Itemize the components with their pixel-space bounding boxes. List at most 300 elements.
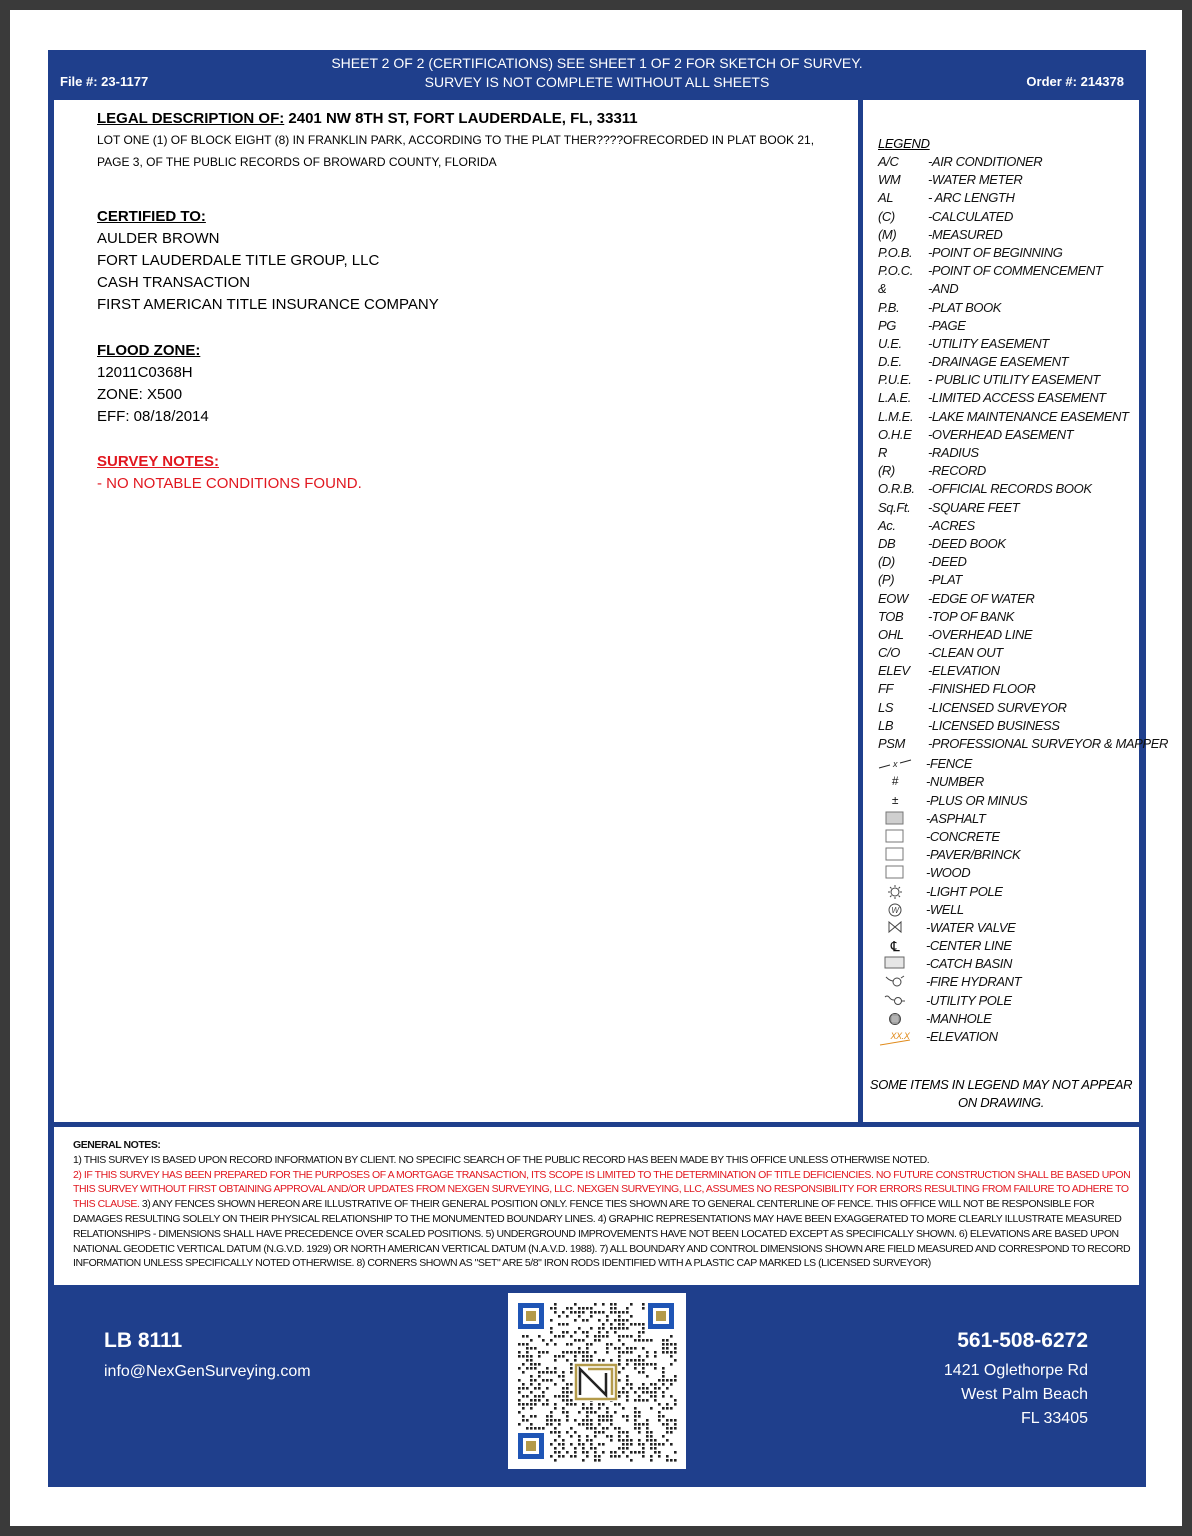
- general-note-1: 1) THIS SURVEY IS BASED UPON RECORD INFORMATION BY CLIENT. NO SPECIFIC SEARCH OF THE PUBLIC RECORD HAS BEEN MADE BY THIS OFFICE UNLESS OTHERWISE NOTED.: [73, 1153, 930, 1166]
- qr-module: [594, 1339, 597, 1342]
- qr-module: [582, 1355, 585, 1358]
- qr-module: [646, 1375, 649, 1378]
- address-line2: West Palm Beach: [961, 1386, 1088, 1403]
- qr-module: [594, 1431, 597, 1434]
- legend-def: - ARC LENGTH: [928, 190, 1015, 206]
- qr-module: [574, 1331, 577, 1334]
- qr-module: [606, 1331, 609, 1334]
- qr-module: [642, 1399, 645, 1402]
- legend-row: [878, 811, 1138, 829]
- asphalt-swatch-icon: [878, 811, 912, 827]
- qr-module: [566, 1343, 569, 1346]
- qr-module: [626, 1327, 629, 1330]
- general-notes: [73, 1138, 1131, 1271]
- qr-module: [642, 1423, 645, 1426]
- qr-module: [622, 1447, 625, 1450]
- qr-module: [582, 1339, 585, 1342]
- qr-module: [526, 1355, 529, 1358]
- qr-module: [618, 1319, 621, 1322]
- file-number: File #: 23-1177: [60, 74, 149, 89]
- qr-module: [614, 1347, 617, 1350]
- qr-module: [626, 1439, 629, 1442]
- qr-module: [554, 1371, 557, 1374]
- qr-module: [570, 1455, 573, 1458]
- qr-module: [642, 1455, 645, 1458]
- qr-module: [598, 1335, 601, 1338]
- qr-module: [554, 1355, 557, 1358]
- license-number: LB 8111: [104, 1329, 183, 1352]
- qr-module: [638, 1415, 641, 1418]
- qr-module: [550, 1339, 553, 1342]
- legend-row: [878, 209, 1138, 227]
- qr-module: [622, 1443, 625, 1446]
- qr-module: [518, 1351, 521, 1354]
- certified-label: CERTIFIED TO:: [97, 208, 206, 225]
- qr-module: [538, 1427, 541, 1430]
- qr-module: [526, 1419, 529, 1422]
- qr-module: [630, 1351, 633, 1354]
- qr-module: [566, 1351, 569, 1354]
- qr-module: [534, 1415, 537, 1418]
- qr-module: [638, 1323, 641, 1326]
- address-line1: 1421 Oglethorpe Rd: [943, 1362, 1088, 1379]
- qr-module: [526, 1359, 529, 1362]
- legend-def: -CATCH BASIN: [926, 956, 1012, 972]
- qr-module: [566, 1391, 569, 1394]
- survey-notes-label: SURVEY NOTES:: [97, 453, 219, 470]
- legend-abbr: LB: [878, 717, 894, 733]
- qr-module: [554, 1395, 557, 1398]
- qr-module: [670, 1343, 673, 1346]
- qr-module: [622, 1387, 625, 1390]
- qr-module: [566, 1411, 569, 1414]
- qr-module: [650, 1395, 653, 1398]
- qr-module: [570, 1363, 573, 1366]
- qr-module: [518, 1399, 521, 1402]
- qr-module: [598, 1423, 601, 1426]
- qr-module: [614, 1403, 617, 1406]
- qr-module: [578, 1347, 581, 1350]
- qr-module: [670, 1379, 673, 1382]
- qr-module: [638, 1335, 641, 1338]
- qr-module: [602, 1415, 605, 1418]
- qr-module: [594, 1451, 597, 1454]
- legend-footnote: SOME ITEMS IN LEGEND MAY NOT APPEAR ON DRAWING.: [869, 1077, 1133, 1110]
- qr-module: [666, 1347, 669, 1350]
- qr-module: [662, 1391, 665, 1394]
- qr-module: [634, 1339, 637, 1342]
- qr-module: [666, 1459, 669, 1462]
- qr-module: [582, 1307, 585, 1310]
- qr-module: [642, 1363, 645, 1366]
- qr-module: [662, 1347, 665, 1350]
- qr-module: [534, 1347, 537, 1350]
- qr-module: [542, 1391, 545, 1394]
- manhole-icon: [878, 1011, 912, 1027]
- qr-module: [522, 1383, 525, 1386]
- qr-code[interactable]: [508, 1293, 686, 1469]
- qr-module: [598, 1407, 601, 1410]
- legend-def: -TOP OF BANK: [928, 608, 1014, 624]
- legend-abbr: ELEV: [878, 663, 910, 679]
- qr-module: [566, 1307, 569, 1310]
- qr-module: [590, 1359, 593, 1362]
- qr-module: [542, 1339, 545, 1342]
- qr-module: [622, 1327, 625, 1330]
- qr-module: [670, 1431, 673, 1434]
- legend-row: [878, 481, 1138, 499]
- qr-module: [558, 1355, 561, 1358]
- legend-def: -ASPHALT: [926, 810, 986, 826]
- qr-module: [622, 1391, 625, 1394]
- qr-module: [530, 1383, 533, 1386]
- qr-module: [646, 1391, 649, 1394]
- qr-module: [574, 1419, 577, 1422]
- qr-module: [638, 1331, 641, 1334]
- legend-def: -RADIUS: [928, 445, 979, 460]
- legend-row: [878, 463, 1138, 481]
- qr-module: [646, 1419, 649, 1422]
- qr-module: [522, 1403, 525, 1406]
- qr-module: [666, 1403, 669, 1406]
- qr-module: [626, 1419, 629, 1422]
- qr-module: [582, 1443, 585, 1446]
- qr-module: [546, 1415, 549, 1418]
- qr-module: [526, 1395, 529, 1398]
- legal-text: LOT ONE (1) OF BLOCK EIGHT (8) IN FRANKLIN PARK, ACCORDING TO THE PLAT THER????OFRECORDED IN PLAT BOOK 21, PAGE 3, OF THE PUBLIC RECORDS OF BROWARD COUNTY, FLORIDA: [97, 133, 815, 169]
- qr-module: [534, 1387, 537, 1390]
- qr-module: [642, 1347, 645, 1350]
- qr-module: [622, 1323, 625, 1326]
- qr-module: [554, 1451, 557, 1454]
- qr-module: [630, 1387, 633, 1390]
- qr-module: [642, 1387, 645, 1390]
- legend-abbr: P.U.E.: [878, 372, 912, 388]
- elevation-glyph: XX.X: [890, 1031, 910, 1041]
- qr-module: [526, 1347, 529, 1350]
- qr-module: [662, 1395, 665, 1398]
- qr-module: [674, 1423, 677, 1426]
- qr-module: [662, 1379, 665, 1382]
- qr-module: [610, 1327, 613, 1330]
- qr-module: [546, 1367, 549, 1370]
- qr-module: [550, 1331, 553, 1334]
- qr-module: [558, 1315, 561, 1318]
- qr-module: [558, 1455, 561, 1458]
- qr-module: [674, 1451, 677, 1454]
- catch-basin-icon: [878, 956, 912, 972]
- qr-module: [626, 1359, 629, 1362]
- qr-module: [590, 1343, 593, 1346]
- legend-def: -UTILITY POLE: [926, 992, 1012, 1008]
- legend-def: -LIMITED ACCESS EASEMENT: [928, 390, 1106, 406]
- qr-module: [650, 1443, 653, 1446]
- qr-module: [598, 1455, 601, 1458]
- qr-module: [666, 1379, 669, 1382]
- qr-module: [654, 1387, 657, 1390]
- legend-abbr: P.O.B.: [878, 244, 913, 260]
- center-line-icon: ℄: [890, 938, 900, 955]
- qr-module: [658, 1451, 661, 1454]
- legend-row: [878, 956, 1138, 974]
- qr-module: [666, 1423, 669, 1426]
- qr-module: [650, 1455, 653, 1458]
- qr-module: [638, 1371, 641, 1374]
- qr-module: [578, 1351, 581, 1354]
- qr-module: [594, 1311, 597, 1314]
- qr-module: [574, 1447, 577, 1450]
- legend-def: -OVERHEAD EASEMENT: [928, 426, 1074, 442]
- qr-module: [662, 1407, 665, 1410]
- qr-module: [634, 1363, 637, 1366]
- qr-module: [598, 1331, 601, 1334]
- legend-abbr: TOB: [878, 608, 904, 624]
- legend-abbr: D.E.: [878, 354, 902, 370]
- qr-module: [550, 1423, 553, 1426]
- qr-module: [534, 1379, 537, 1382]
- legend-def: -PLAT: [928, 572, 962, 588]
- qr-module: [550, 1411, 553, 1414]
- qr-module: [578, 1435, 581, 1438]
- legend-abbr: A/C: [878, 154, 899, 169]
- survey-sheet: [10, 10, 1182, 1526]
- qr-module: [562, 1351, 565, 1354]
- qr-module: [598, 1327, 601, 1330]
- qr-module: [546, 1403, 549, 1406]
- qr-module: [586, 1435, 589, 1438]
- legend-row: [878, 591, 1138, 609]
- legend-row: [878, 736, 1168, 754]
- qr-module: [594, 1411, 597, 1414]
- flood-zone-label: FLOOD ZONE:: [97, 342, 201, 359]
- legend-def: -UTILITY EASEMENT: [928, 335, 1049, 351]
- qr-module: [666, 1339, 669, 1342]
- qr-module: [674, 1379, 677, 1382]
- qr-module: [662, 1339, 665, 1342]
- qr-module: [634, 1451, 637, 1454]
- qr-module: [522, 1419, 525, 1422]
- qr-module: [634, 1419, 637, 1422]
- qr-module: [618, 1391, 621, 1394]
- paver-swatch-icon: [878, 847, 912, 863]
- qr-module: [630, 1335, 633, 1338]
- qr-module: [618, 1347, 621, 1350]
- qr-module: [642, 1331, 645, 1334]
- legend-row: [878, 847, 1138, 865]
- qr-module: [546, 1387, 549, 1390]
- legend-row: [878, 1029, 1138, 1047]
- qr-module: [522, 1343, 525, 1346]
- qr-module: [626, 1383, 629, 1386]
- qr-module: [634, 1407, 637, 1410]
- qr-module: [534, 1403, 537, 1406]
- qr-module: [654, 1447, 657, 1450]
- qr-module: [570, 1435, 573, 1438]
- legend-abbr: P.B.: [878, 299, 900, 315]
- qr-module: [618, 1403, 621, 1406]
- qr-module: [550, 1455, 553, 1458]
- qr-module: [634, 1367, 637, 1370]
- legend-def: -CONCRETE: [926, 828, 1000, 844]
- qr-module: [538, 1383, 541, 1386]
- legend-row: [878, 865, 1138, 883]
- qr-module: [574, 1451, 577, 1454]
- qr-module: [626, 1443, 629, 1446]
- qr-module: [574, 1351, 577, 1354]
- qr-module: [602, 1419, 605, 1422]
- qr-module: [634, 1359, 637, 1362]
- legend-def: -DRAINAGE EASEMENT: [928, 354, 1069, 370]
- qr-module: [538, 1351, 541, 1354]
- qr-module: [642, 1447, 645, 1450]
- qr-module: [546, 1351, 549, 1354]
- qr-module: [638, 1387, 641, 1390]
- qr-module: [590, 1307, 593, 1310]
- qr-module: [666, 1343, 669, 1346]
- qr-module: [658, 1387, 661, 1390]
- legend-row: [878, 793, 1138, 811]
- qr-module: [670, 1427, 673, 1430]
- qr-module: [630, 1443, 633, 1446]
- qr-module: [538, 1363, 541, 1366]
- legend-def: -PLAT BOOK: [928, 299, 1002, 315]
- qr-module: [634, 1423, 637, 1426]
- water-valve-icon: [878, 920, 912, 936]
- legend-abbr: (P): [878, 572, 895, 588]
- qr-module: [570, 1367, 573, 1370]
- qr-module: [666, 1439, 669, 1442]
- qr-module: [630, 1359, 633, 1362]
- qr-module: [530, 1355, 533, 1358]
- qr-module: [626, 1447, 629, 1450]
- qr-module: [590, 1403, 593, 1406]
- qr-module: [650, 1447, 653, 1450]
- qr-module: [658, 1411, 661, 1414]
- qr-module: [586, 1427, 589, 1430]
- qr-module: [618, 1315, 621, 1318]
- qr-module: [654, 1395, 657, 1398]
- legend-def: -WELL: [926, 901, 964, 917]
- qr-module: [622, 1311, 625, 1314]
- qr-module: [550, 1443, 553, 1446]
- contact-email: info@NexGenSurveying.com: [104, 1363, 311, 1380]
- qr-module: [670, 1443, 673, 1446]
- qr-module: [634, 1323, 637, 1326]
- qr-module: [554, 1343, 557, 1346]
- qr-module: [610, 1343, 613, 1346]
- qr-module: [606, 1415, 609, 1418]
- qr-module: [578, 1339, 581, 1342]
- qr-module: [654, 1439, 657, 1442]
- qr-module: [558, 1395, 561, 1398]
- qr-module: [562, 1331, 565, 1334]
- legal-label: LEGAL DESCRIPTION OF:: [97, 110, 285, 127]
- qr-module: [590, 1411, 593, 1414]
- qr-module: [642, 1327, 645, 1330]
- qr-module: [658, 1419, 661, 1422]
- qr-module: [662, 1375, 665, 1378]
- qr-module: [626, 1375, 629, 1378]
- qr-module: [574, 1455, 577, 1458]
- legend-def: -ACRES: [928, 517, 975, 533]
- qr-module: [542, 1371, 545, 1374]
- legend-row: [878, 993, 1138, 1011]
- qr-module: [630, 1315, 633, 1318]
- legend-abbr: (M): [878, 226, 897, 242]
- qr-module: [614, 1411, 617, 1414]
- office-address: [944, 1359, 1088, 1431]
- qr-module: [610, 1419, 613, 1422]
- qr-module: [646, 1387, 649, 1390]
- qr-module: [578, 1423, 581, 1426]
- qr-module: [518, 1411, 521, 1414]
- qr-module: [594, 1303, 597, 1306]
- elevation-mark-icon: [878, 1029, 912, 1045]
- qr-module: [606, 1343, 609, 1346]
- legend-row: [878, 300, 1138, 318]
- qr-module: [674, 1459, 677, 1462]
- qr-module: [562, 1355, 565, 1358]
- qr-module: [622, 1415, 625, 1418]
- qr-module: [638, 1439, 641, 1442]
- qr-module: [562, 1323, 565, 1326]
- legend-row: [878, 663, 1138, 681]
- legend-row: [878, 902, 1138, 920]
- qr-module: [642, 1371, 645, 1374]
- legend-def: -PAVER/BRINCK: [926, 847, 1021, 863]
- qr-module: [646, 1423, 649, 1426]
- qr-module: [562, 1407, 565, 1410]
- qr-module: [598, 1459, 601, 1462]
- legend-row: [878, 190, 1138, 208]
- qr-module: [590, 1311, 593, 1314]
- qr-module: [626, 1455, 629, 1458]
- qr-module: [562, 1379, 565, 1382]
- qr-module: [566, 1383, 569, 1386]
- qr-module: [626, 1431, 629, 1434]
- qr-module: [598, 1431, 601, 1434]
- qr-module: [570, 1311, 573, 1314]
- qr-module: [570, 1427, 573, 1430]
- qr-module: [654, 1367, 657, 1370]
- qr-module: [554, 1403, 557, 1406]
- well-glyph: W: [891, 905, 899, 915]
- qr-module: [550, 1431, 553, 1434]
- qr-module: [522, 1335, 525, 1338]
- qr-module: [554, 1427, 557, 1430]
- qr-module: [586, 1343, 589, 1346]
- qr-module: [522, 1371, 525, 1374]
- certified-item: FORT LAUDERDALE TITLE GROUP, LLC: [97, 252, 380, 269]
- qr-module: [566, 1395, 569, 1398]
- qr-module: [574, 1339, 577, 1342]
- legend-def: -LICENSED BUSINESS: [928, 717, 1060, 733]
- legend-row: [878, 172, 1138, 190]
- qr-module: [618, 1427, 621, 1430]
- qr-module: [598, 1443, 601, 1446]
- qr-module: [590, 1427, 593, 1430]
- qr-module: [586, 1407, 589, 1410]
- qr-module: [526, 1335, 529, 1338]
- qr-module: [582, 1447, 585, 1450]
- qr-module: [638, 1359, 641, 1362]
- legend-row: [878, 920, 1138, 938]
- qr-module: [578, 1307, 581, 1310]
- number-sign-icon: #: [891, 774, 899, 789]
- qr-module: [562, 1447, 565, 1450]
- qr-module: [662, 1383, 665, 1386]
- legend-row: [878, 627, 1138, 645]
